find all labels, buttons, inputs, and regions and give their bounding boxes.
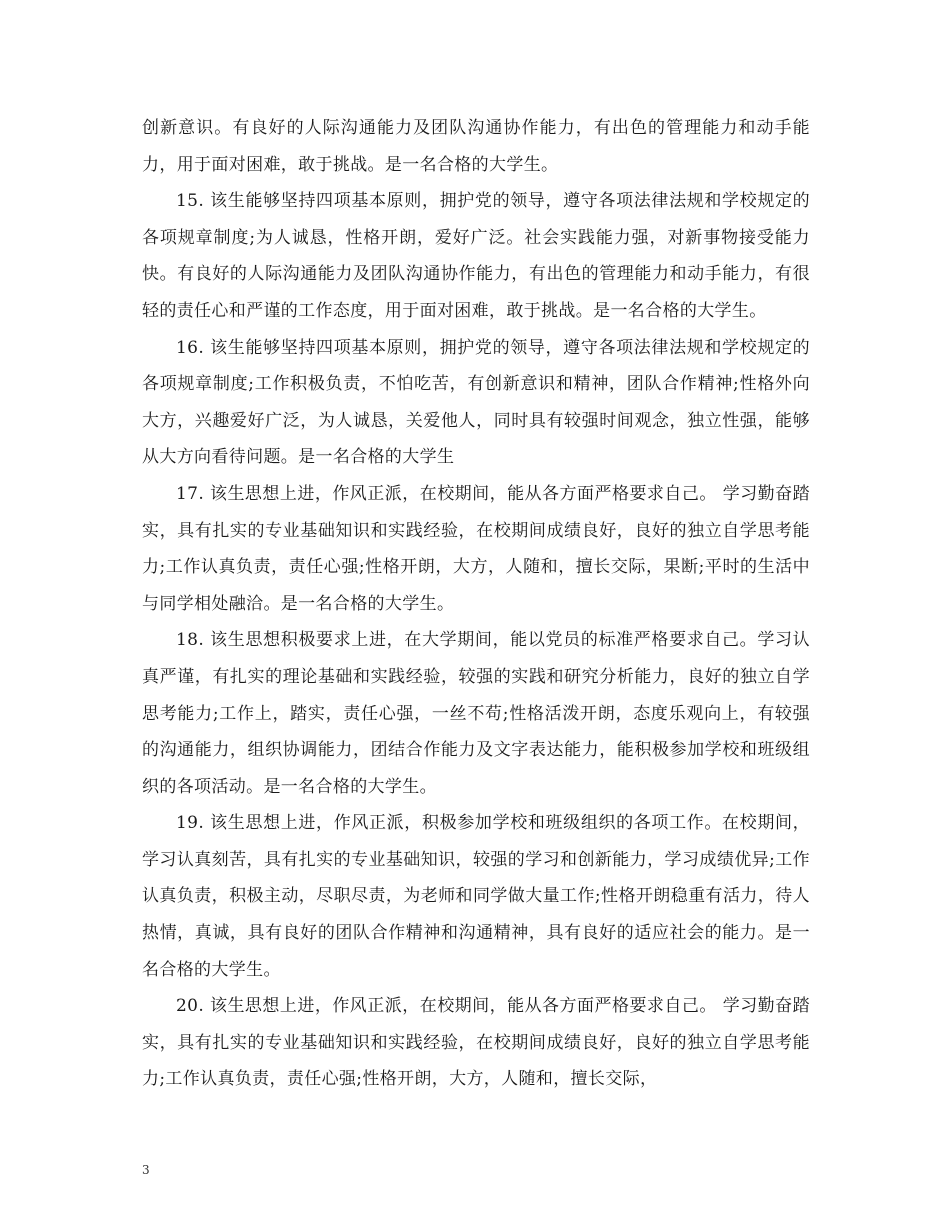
paragraph-item-20: 20. 该生思想上进，作风正派，在校期间，能从各方面严格要求自己。 学习勤奋踏实，具有扎实的专业基础知识和实践经验，在校期间成绩良好，良好的独立自学思考能力;工作认真负责，责任心强;性格开朗，大方，人随和，擅长交际， <box>142 996 810 1090</box>
document-body <box>142 110 810 1098</box>
paragraph-item-15: 15. 该生能够坚持四项基本原则，拥护党的领导，遵守各项法律法规和学校规定的各项规章制度;为人诚恳，性格开朗，爱好广泛。社会实践能力强，对新事物接受能力快。有良好的人际沟通能力及团队沟通协作能力，有出色的管理能力和动手能力，有很轻的责任心和严谨的工作态度，用于面对困难，敢于挑战。是一名合格的大学生。 <box>142 191 810 321</box>
paragraph-item-16: 16. 该生能够坚持四项基本原则，拥护党的领导，遵守各项法律法规和学校规定的各项规章制度;工作积极负责，不怕吃苦，有创新意识和精神，团队合作精神;性格外向大方，兴趣爱好广泛，为人诚恳，关爱他人，同时具有较强时间观念，独立性强，能够从大方向看待问题。是一名合格的大学生 <box>142 337 810 468</box>
paragraph-item-18: 18. 该生思想积极要求上进，在大学期间，能以党员的标准严格要求自己。学习认真严谨，有扎实的理论基础和实践经验，较强的实践和研究分析能力，良好的独立自学思考能力;工作上，踏实，责任心强，一丝不苟;性格活泼开朗，态度乐观向上，有较强的沟通能力，组织协调能力，团结合作能力及文字表达能力，能积极参加学校和班级组织的各项活动。是一名合格的大学生。 <box>142 630 810 797</box>
paragraph-continuation: 创新意识。有良好的人际沟通能力及团队沟通协作能力，有出色的管理能力和动手能力，用于面对困难，敢于挑战。是一名合格的大学生。 <box>142 118 810 175</box>
paragraph-item-19: 19. 该生思想上进，作风正派，积极参加学校和班级组织的各项工作。在校期间，学习认真刻苦，具有扎实的专业基础知识，较强的学习和创新能力，学习成绩优异;工作认真负责，积极主动，尽职尽责，为老师和同学做大量工作;性格开朗稳重有活力，待人热情，真诚，具有良好的团队合作精神和沟通精神，具有良好的适应社会的能力。是一名合格的大学生。 <box>142 813 810 980</box>
page-number: 3 <box>142 1163 150 1177</box>
paragraph-item-17: 17. 该生思想上进，作风正派，在校期间，能从各方面严格要求自己。 学习勤奋踏实，具有扎实的专业基础知识和实践经验，在校期间成绩良好，良好的独立自学思考能力;工作认真负责，责任心强;性格开朗，大方，人随和，擅长交际，果断;平时的生活中与同学相处融洽。是一名合格的大学生。 <box>142 483 810 614</box>
